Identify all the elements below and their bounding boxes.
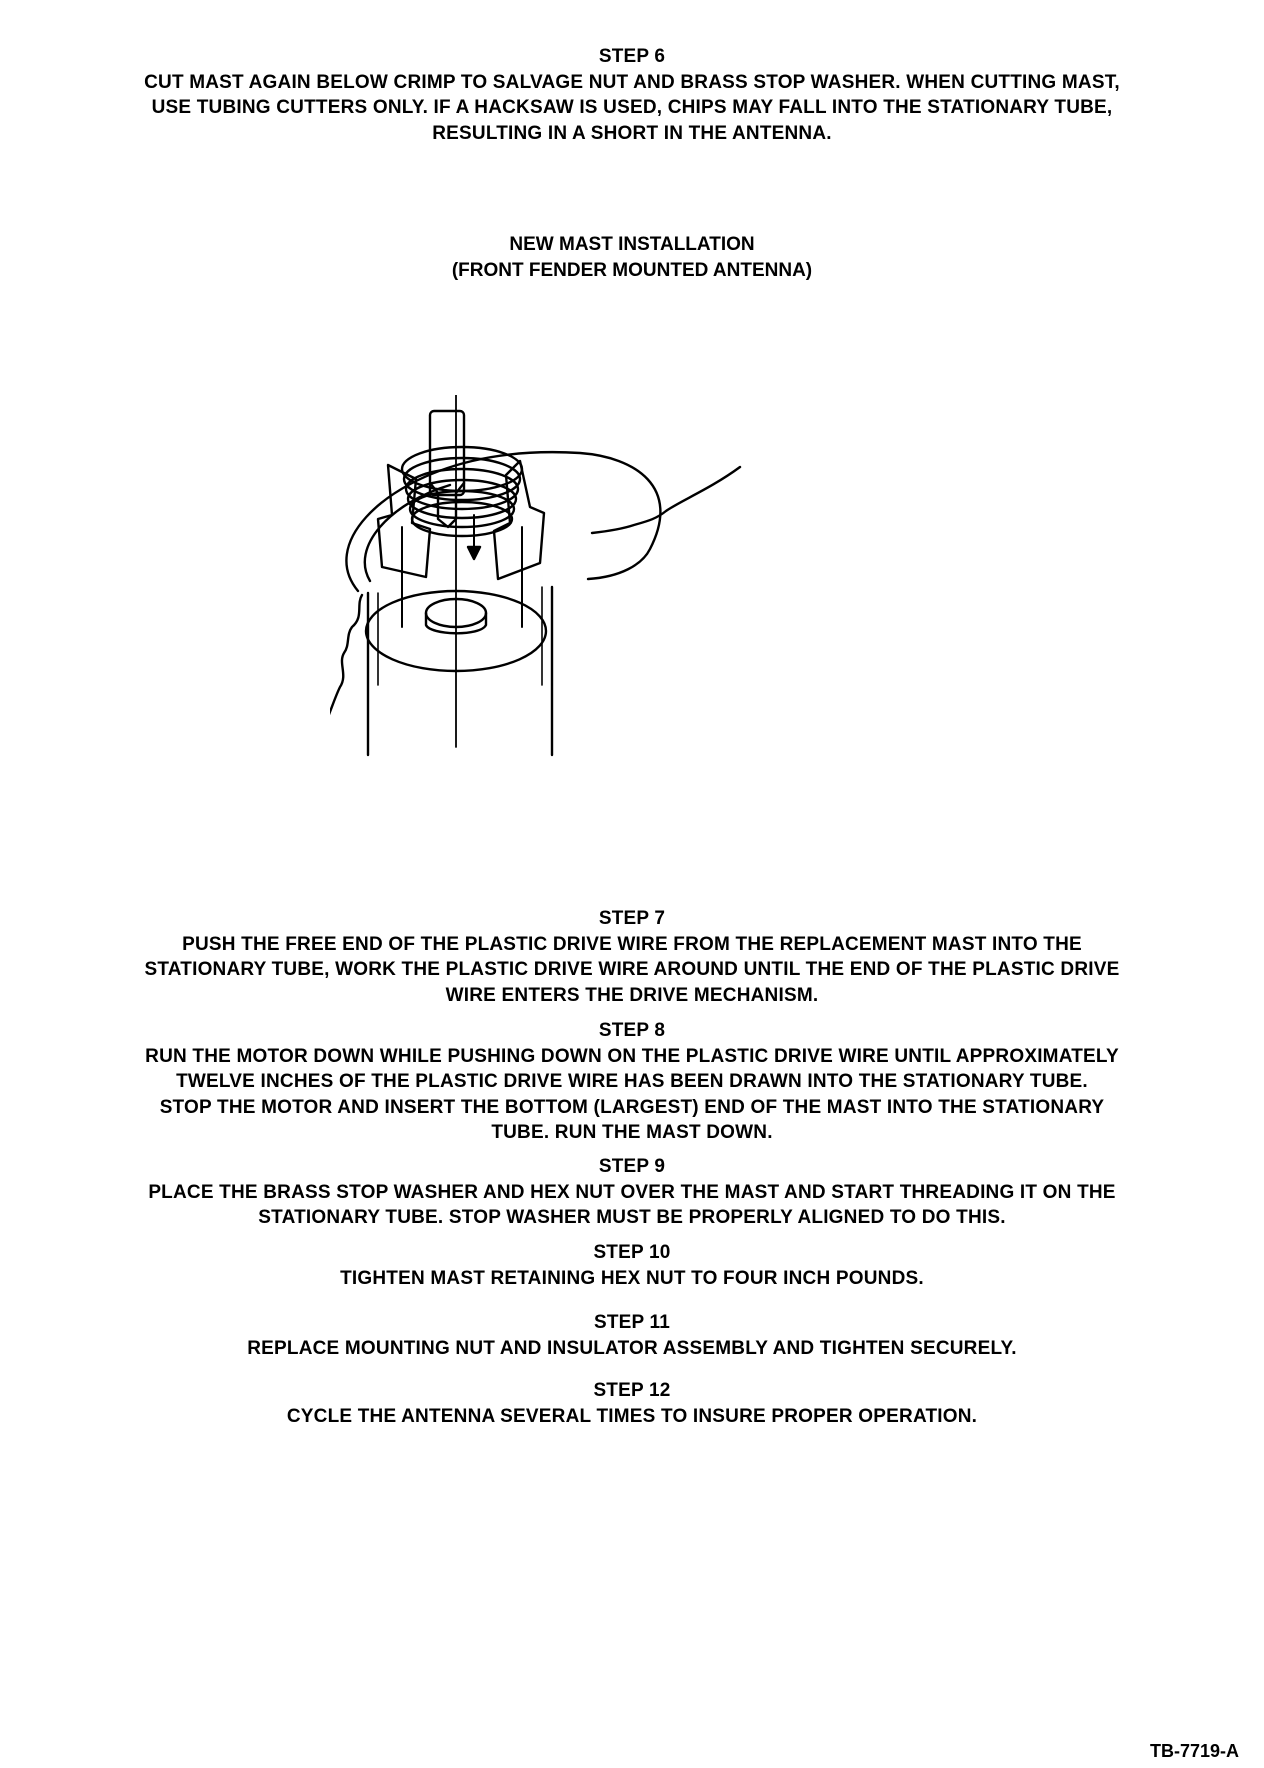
step-9-line: STATIONARY TUBE. STOP WASHER MUST BE PROPERLY ALIGNED TO DO THIS.	[258, 1207, 1006, 1228]
step-8-line: TWELVE INCHES OF THE PLASTIC DRIVE WIRE HAS BEEN DRAWN INTO THE STATIONARY TUBE.	[176, 1071, 1088, 1092]
step-9-title: STEP 9	[598, 1156, 666, 1177]
step-11	[0, 1310, 1264, 1361]
section-title: NEW MAST INSTALLATION	[509, 234, 755, 255]
step-7-line: PUSH THE FREE END OF THE PLASTIC DRIVE WIRE FROM THE REPLACEMENT MAST INTO THE	[182, 933, 1082, 955]
step-6-line: RESULTING IN A SHORT IN THE ANTENNA.	[432, 122, 832, 144]
step-8-line: RUN THE MOTOR DOWN WHILE PUSHING DOWN ON THE PLASTIC DRIVE WIRE UNTIL APPROXIMATELY	[145, 1045, 1119, 1067]
step-10-line: TIGHTEN MAST RETAINING HEX NUT TO FOUR INCH POUNDS.	[340, 1267, 924, 1289]
step-7-line: STATIONARY TUBE, WORK THE PLASTIC DRIVE WIRE AROUND UNTIL THE END OF THE PLASTIC DRIVE	[144, 959, 1120, 980]
section-heading	[0, 232, 1264, 283]
step-6-line: USE TUBING CUTTERS ONLY. IF A HACKSAW IS USED, CHIPS MAY FALL INTO THE STATIONARY TUBE,	[151, 97, 1113, 118]
step-8	[0, 1018, 1264, 1146]
step-8-line: TUBE. RUN THE MAST DOWN.	[491, 1122, 773, 1143]
step-11-line: REPLACE MOUNTING NUT AND INSULATOR ASSEMBLY AND TIGHTEN SECURELY.	[247, 1337, 1017, 1359]
step-12	[0, 1378, 1264, 1429]
antenna-mast-installation-diagram-icon	[330, 395, 830, 855]
step-6	[0, 44, 1264, 146]
step-9-line: PLACE THE BRASS STOP WASHER AND HEX NUT OVER THE MAST AND START THREADING IT ON THE	[148, 1181, 1116, 1203]
step-9	[0, 1154, 1264, 1231]
step-8-title: STEP 8	[598, 1020, 666, 1041]
step-6-title: STEP 6	[598, 46, 666, 67]
step-8-line: STOP THE MOTOR AND INSERT THE BOTTOM (LARGEST) END OF THE MAST INTO THE STATIONARY	[159, 1096, 1105, 1118]
antenna-lead-wire	[592, 467, 740, 533]
step-12-title: STEP 12	[593, 1380, 671, 1401]
step-10-title: STEP 10	[593, 1242, 671, 1263]
step-7-line: WIRE ENTERS THE DRIVE MECHANISM.	[445, 984, 819, 1006]
document-code: TB-7719-A	[1149, 1741, 1239, 1761]
step-12-line: CYCLE THE ANTENNA SEVERAL TIMES TO INSURE PROPER OPERATION.	[286, 1405, 978, 1427]
fender-crack-left	[330, 595, 362, 717]
step-7-title: STEP 7	[598, 908, 666, 929]
step-7	[0, 906, 1264, 1008]
step-10	[0, 1240, 1264, 1291]
step-11-title: STEP 11	[593, 1312, 671, 1333]
step-6-line: CUT MAST AGAIN BELOW CRIMP TO SALVAGE NUT AND BRASS STOP WASHER. WHEN CUTTING MAST,	[144, 71, 1120, 93]
section-subtitle: (FRONT FENDER MOUNTED ANTENNA)	[451, 259, 813, 281]
